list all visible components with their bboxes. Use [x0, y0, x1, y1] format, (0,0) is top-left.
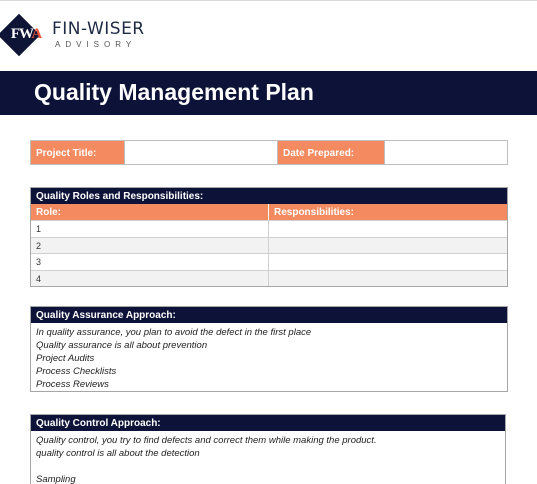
- date-prepared-field[interactable]: [384, 141, 507, 164]
- role-cell[interactable]: 2: [31, 238, 269, 254]
- control-section: [30, 414, 506, 484]
- company-logo: [2, 18, 152, 54]
- project-info-row: [30, 140, 508, 165]
- logo-name: FIN-WISER: [52, 19, 145, 39]
- top-border: [0, 0, 537, 1]
- control-body[interactable]: [31, 431, 505, 484]
- control-line: Sampling: [36, 474, 76, 484]
- responsibilities-cell[interactable]: [269, 271, 507, 287]
- project-title-field[interactable]: [124, 141, 277, 164]
- page-title[interactable]: Quality Management Plan: [34, 79, 314, 105]
- role-cell[interactable]: 3: [31, 254, 269, 270]
- title-banner: [0, 71, 537, 115]
- assurance-section: [30, 306, 508, 392]
- roles-rows: [31, 220, 507, 286]
- assurance-body[interactable]: [31, 323, 507, 394]
- role-cell[interactable]: 1: [31, 221, 269, 237]
- roles-column-header: [31, 204, 507, 220]
- assurance-line: Quality assurance is all about prevention: [36, 340, 208, 351]
- role-column-header: Role:: [31, 204, 269, 220]
- table-row: [31, 237, 507, 254]
- assurance-line: In quality assurance, you plan to avoid the defect in the first place: [36, 327, 312, 338]
- roles-table-heading: Quality Roles and Responsibilities:: [31, 188, 507, 204]
- table-row: [31, 220, 507, 237]
- responsibilities-cell[interactable]: [269, 254, 507, 270]
- project-title-label: Project Title:: [31, 141, 124, 164]
- responsibilities-cell[interactable]: [269, 238, 507, 254]
- logo-subtitle: ADVISORY: [55, 40, 137, 49]
- assurance-line: Project Audits: [36, 353, 95, 364]
- responsibilities-cell[interactable]: [269, 221, 507, 237]
- control-line: quality control is all about the detection: [36, 448, 200, 459]
- date-prepared-label: Date Prepared:: [277, 141, 384, 164]
- assurance-line: Process Reviews: [36, 379, 109, 390]
- control-line: [36, 460, 500, 473]
- control-heading: Quality Control Approach:: [31, 415, 505, 431]
- assurance-heading: Quality Assurance Approach:: [31, 307, 507, 323]
- assurance-line: Process Checklists: [36, 366, 117, 377]
- table-row: [31, 253, 507, 270]
- role-cell[interactable]: 4: [31, 271, 269, 287]
- responsibilities-column-header: Responsibilities:: [274, 207, 355, 218]
- logo-monogram: FWA: [10, 26, 42, 42]
- control-line: Quality control, you try to find defects and correct them while making the product.: [36, 435, 377, 446]
- table-row: [31, 270, 507, 287]
- roles-table: [30, 187, 508, 287]
